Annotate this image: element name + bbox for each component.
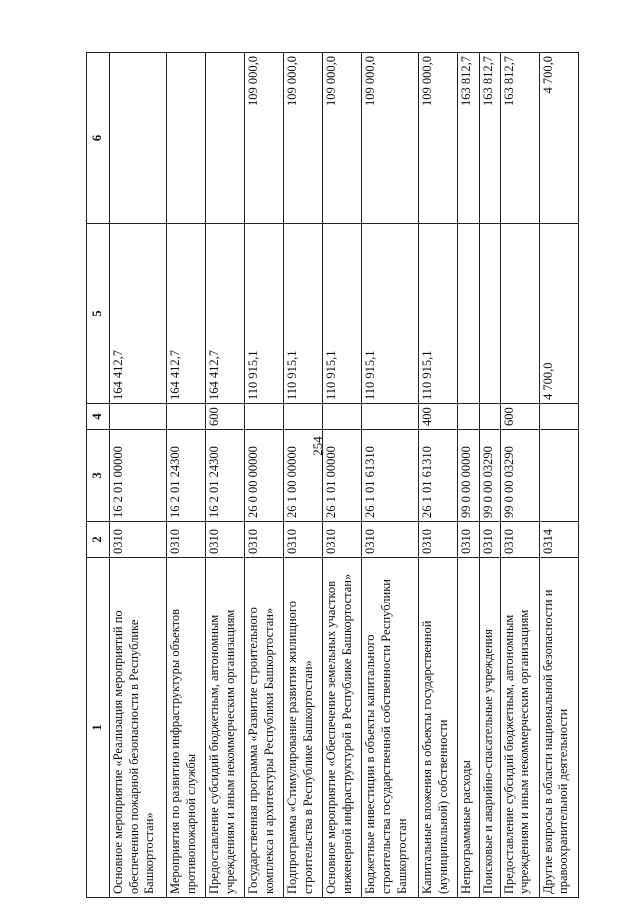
- cell-vr: [110, 404, 167, 430]
- cell-sum5: 164 412,7: [166, 224, 205, 404]
- cell-csr: 26 0 00 00000: [245, 430, 284, 522]
- cell-sum6: 163 812,7: [479, 53, 500, 224]
- table-row: [284, 53, 323, 898]
- cell-sum6: [166, 53, 205, 224]
- cell-razdel: 0310: [110, 522, 167, 558]
- table-row: [539, 53, 578, 898]
- table-row: [323, 53, 362, 898]
- cell-razdel: 0310: [479, 522, 500, 558]
- cell-csr: 26 1 01 61310: [362, 430, 419, 522]
- table-row: [245, 53, 284, 898]
- cell-name: Подпрограмма «Стимулирование развития жилищного строительства в Республике Башкортостан»: [284, 558, 323, 898]
- budget-table: [86, 52, 579, 898]
- cell-razdel: 0310: [205, 522, 244, 558]
- cell-name: Основное мероприятие «Реализация мероприятий по обеспечению пожарной безопасности в Республике Башкортостан»: [110, 558, 167, 898]
- table-row: [500, 53, 539, 898]
- cell-vr: 600: [500, 404, 539, 430]
- cell-sum5: [479, 224, 500, 404]
- cell-sum5: [500, 224, 539, 404]
- cell-csr: 99 0 00 00000: [458, 430, 479, 522]
- cell-name: Непрограммные расходы: [458, 558, 479, 898]
- cell-sum6: [110, 53, 167, 224]
- cell-vr: [166, 404, 205, 430]
- cell-name: Предоставление субсидий бюджетным, автономным учреждениям и иным некоммерческим организациям: [500, 558, 539, 898]
- table-row: [479, 53, 500, 898]
- header-col-3: 3: [87, 430, 110, 522]
- table-row: [458, 53, 479, 898]
- cell-name: Капитальные вложения в объекты государственной (муниципальной) собственности: [419, 558, 458, 898]
- cell-csr: 16 2 01 24300: [166, 430, 205, 522]
- cell-razdel: 0310: [419, 522, 458, 558]
- page-number: 254: [310, 436, 325, 456]
- cell-sum6: 163 812,7: [500, 53, 539, 224]
- cell-vr: [362, 404, 419, 430]
- cell-razdel: 0314: [539, 522, 578, 558]
- cell-sum5: 110 915,1: [362, 224, 419, 404]
- cell-vr: [284, 404, 323, 430]
- cell-vr: 400: [419, 404, 458, 430]
- cell-csr: 26 1 00 00000: [284, 430, 323, 522]
- cell-vr: [539, 404, 578, 430]
- rotated-table-container: [86, 53, 579, 898]
- cell-csr: 26 1 01 61310: [419, 430, 458, 522]
- cell-sum6: 109 000,0: [284, 53, 323, 224]
- cell-csr: [539, 430, 578, 522]
- cell-vr: [245, 404, 284, 430]
- cell-sum6: 4 700,0: [539, 53, 578, 224]
- cell-csr: 99 0 00 03290: [500, 430, 539, 522]
- cell-razdel: 0310: [284, 522, 323, 558]
- cell-sum6: 109 000,0: [419, 53, 458, 224]
- table-row: [419, 53, 458, 898]
- cell-csr: 16 2 01 24300: [205, 430, 244, 522]
- header-col-4: 4: [87, 404, 110, 430]
- header-col-1: 1: [87, 558, 110, 898]
- cell-name: Бюджетные инвестиции в объекты капитального строительства государственной собственности Республики Башкортостан: [362, 558, 419, 898]
- header-col-5: 5: [87, 224, 110, 404]
- table-row: [362, 53, 419, 898]
- cell-sum6: 109 000,0: [362, 53, 419, 224]
- cell-razdel: 0310: [458, 522, 479, 558]
- cell-sum5: 110 915,1: [323, 224, 362, 404]
- cell-sum5: 110 915,1: [419, 224, 458, 404]
- cell-sum5: 4 700,0: [539, 224, 578, 404]
- cell-name: Предоставление субсидий бюджетным, автономным учреждениям и иным некоммерческим организациям: [205, 558, 244, 898]
- cell-name: Государственная программа «Развитие строительного комплекса и архитектуры Республики Башкортостан»: [245, 558, 284, 898]
- table-row: [110, 53, 167, 898]
- cell-name: Другие вопросы в области национальной безопасности и правоохранительной деятельности: [539, 558, 578, 898]
- cell-csr: 26 1 01 00000: [323, 430, 362, 522]
- cell-sum5: 110 915,1: [284, 224, 323, 404]
- cell-razdel: 0310: [362, 522, 419, 558]
- cell-sum6: [205, 53, 244, 224]
- cell-vr: 600: [205, 404, 244, 430]
- header-col-2: 2: [87, 522, 110, 558]
- cell-sum5: [458, 224, 479, 404]
- header-col-6: 6: [87, 53, 110, 224]
- cell-csr: 16 2 01 00000: [110, 430, 167, 522]
- cell-razdel: 0310: [245, 522, 284, 558]
- cell-name: Основное мероприятие «Обеспечение земельных участков инженерной инфраструктурой в Республике Башкортостан»: [323, 558, 362, 898]
- cell-sum5: 164 412,7: [205, 224, 244, 404]
- cell-razdel: 0310: [166, 522, 205, 558]
- cell-razdel: 0310: [500, 522, 539, 558]
- header-row: [87, 53, 110, 898]
- cell-sum5: 110 915,1: [245, 224, 284, 404]
- cell-name: Поисковые и аварийно-спасательные учреждения: [479, 558, 500, 898]
- cell-vr: [323, 404, 362, 430]
- cell-sum6: 109 000,0: [323, 53, 362, 224]
- table-row: [205, 53, 244, 898]
- cell-sum5: 164 412,7: [110, 224, 167, 404]
- cell-vr: [458, 404, 479, 430]
- cell-sum6: 163 812,7: [458, 53, 479, 224]
- cell-csr: 99 0 00 03290: [479, 430, 500, 522]
- cell-vr: [479, 404, 500, 430]
- cell-sum6: 109 000,0: [245, 53, 284, 224]
- cell-name: Мероприятия по развитию инфраструктуры объектов противопожарной службы: [166, 558, 205, 898]
- cell-razdel: 0310: [323, 522, 362, 558]
- table-row: [166, 53, 205, 898]
